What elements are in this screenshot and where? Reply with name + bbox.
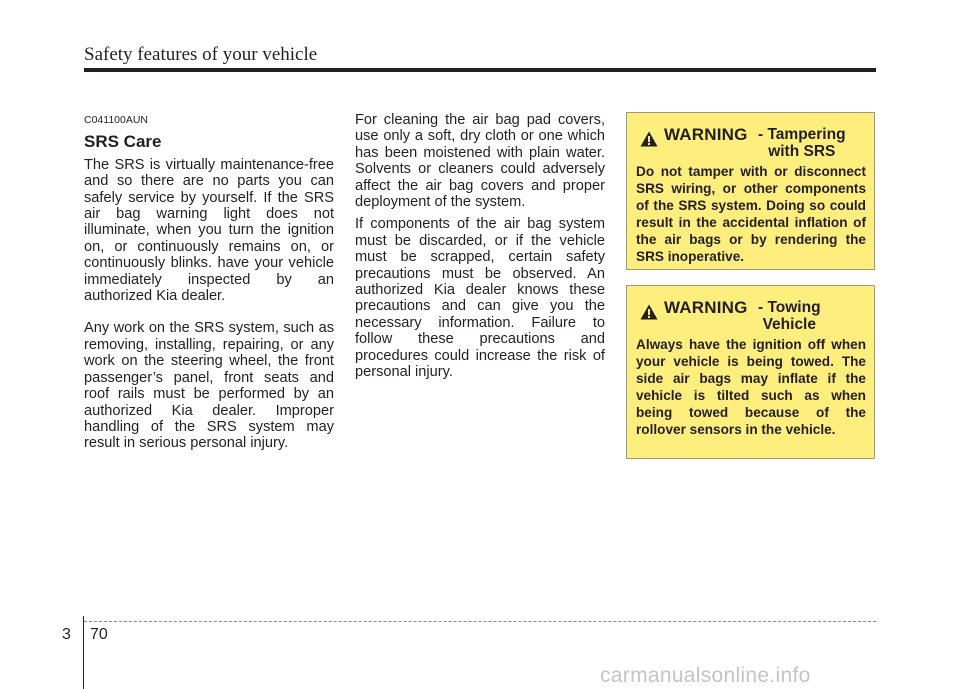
warning-subject: - Towing Vehicle [758,299,821,333]
chapter-number: 3 [62,626,71,643]
paragraph: For cleaning the air bag pad covers, use only a soft, dry cloth or one which has been moistened with plain water. Solvents or cleaners could adversely affect the air bag covers and proper deployment of the system. [355,112,605,211]
section-title: SRS Care [84,132,162,152]
warning-label: WARNING [664,298,748,317]
footer-rule [84,621,876,622]
warning-header [636,294,866,333]
paragraph: The SRS is virtually maintenance-free and so there are no parts you can safely service by yourself. If the SRS air bag warning light does not illuminate, when you turn the ignition on, or continuously remains on, or continuously blinks. have your vehicle immediately inspected by an authorized Kia dealer. [84,156,334,305]
watermark: carmanualsonline.info [600,664,811,687]
section-code: C041100AUN [84,114,149,126]
header-rule [84,68,876,72]
warning-text: Do not tamper with or disconnect SRS wiring, or other components of the SRS system. Doing so could result in the accidental inflation of the air bags or by rendering the SRS inoperative. [636,164,866,264]
warning-triangle-icon [640,304,658,320]
paragraph: If components of the air bag system must be discarded, or if the vehicle must be scrapped, certain safety precautions must be observed. An authorized Kia dealer knows these precautions and can give you the necessary information. Failure to follow these precautions and procedures could increase the risk of personal injury. [355,216,605,381]
warning-label: WARNING [664,125,748,144]
paragraph: Any work on the SRS system, such as removing, installing, repairing, or any work on the steering wheel, the front passenger’s panel, front seats and roof rails must be performed by an authorized Kia dealer. Improper handling of the SRS system may result in serious personal injury. [84,320,334,452]
page-header-title: Safety features of your vehicle [84,44,318,65]
warning-triangle-icon [640,131,658,147]
footer-divider [83,616,84,689]
left-column [84,112,334,468]
page-number: 70 [90,626,108,643]
warning-box-towing [626,285,875,459]
warning-header [636,121,866,160]
warning-subject: - Tampering with SRS [758,126,846,160]
warning-box-tampering [626,112,875,270]
middle-column [355,112,605,387]
warning-text: Always have the ignition off when your vehicle is being towed. The side air bags may inflate if the vehicle is tilted such as when being towed because of the rollover sensors in the vehicle. [636,337,866,437]
